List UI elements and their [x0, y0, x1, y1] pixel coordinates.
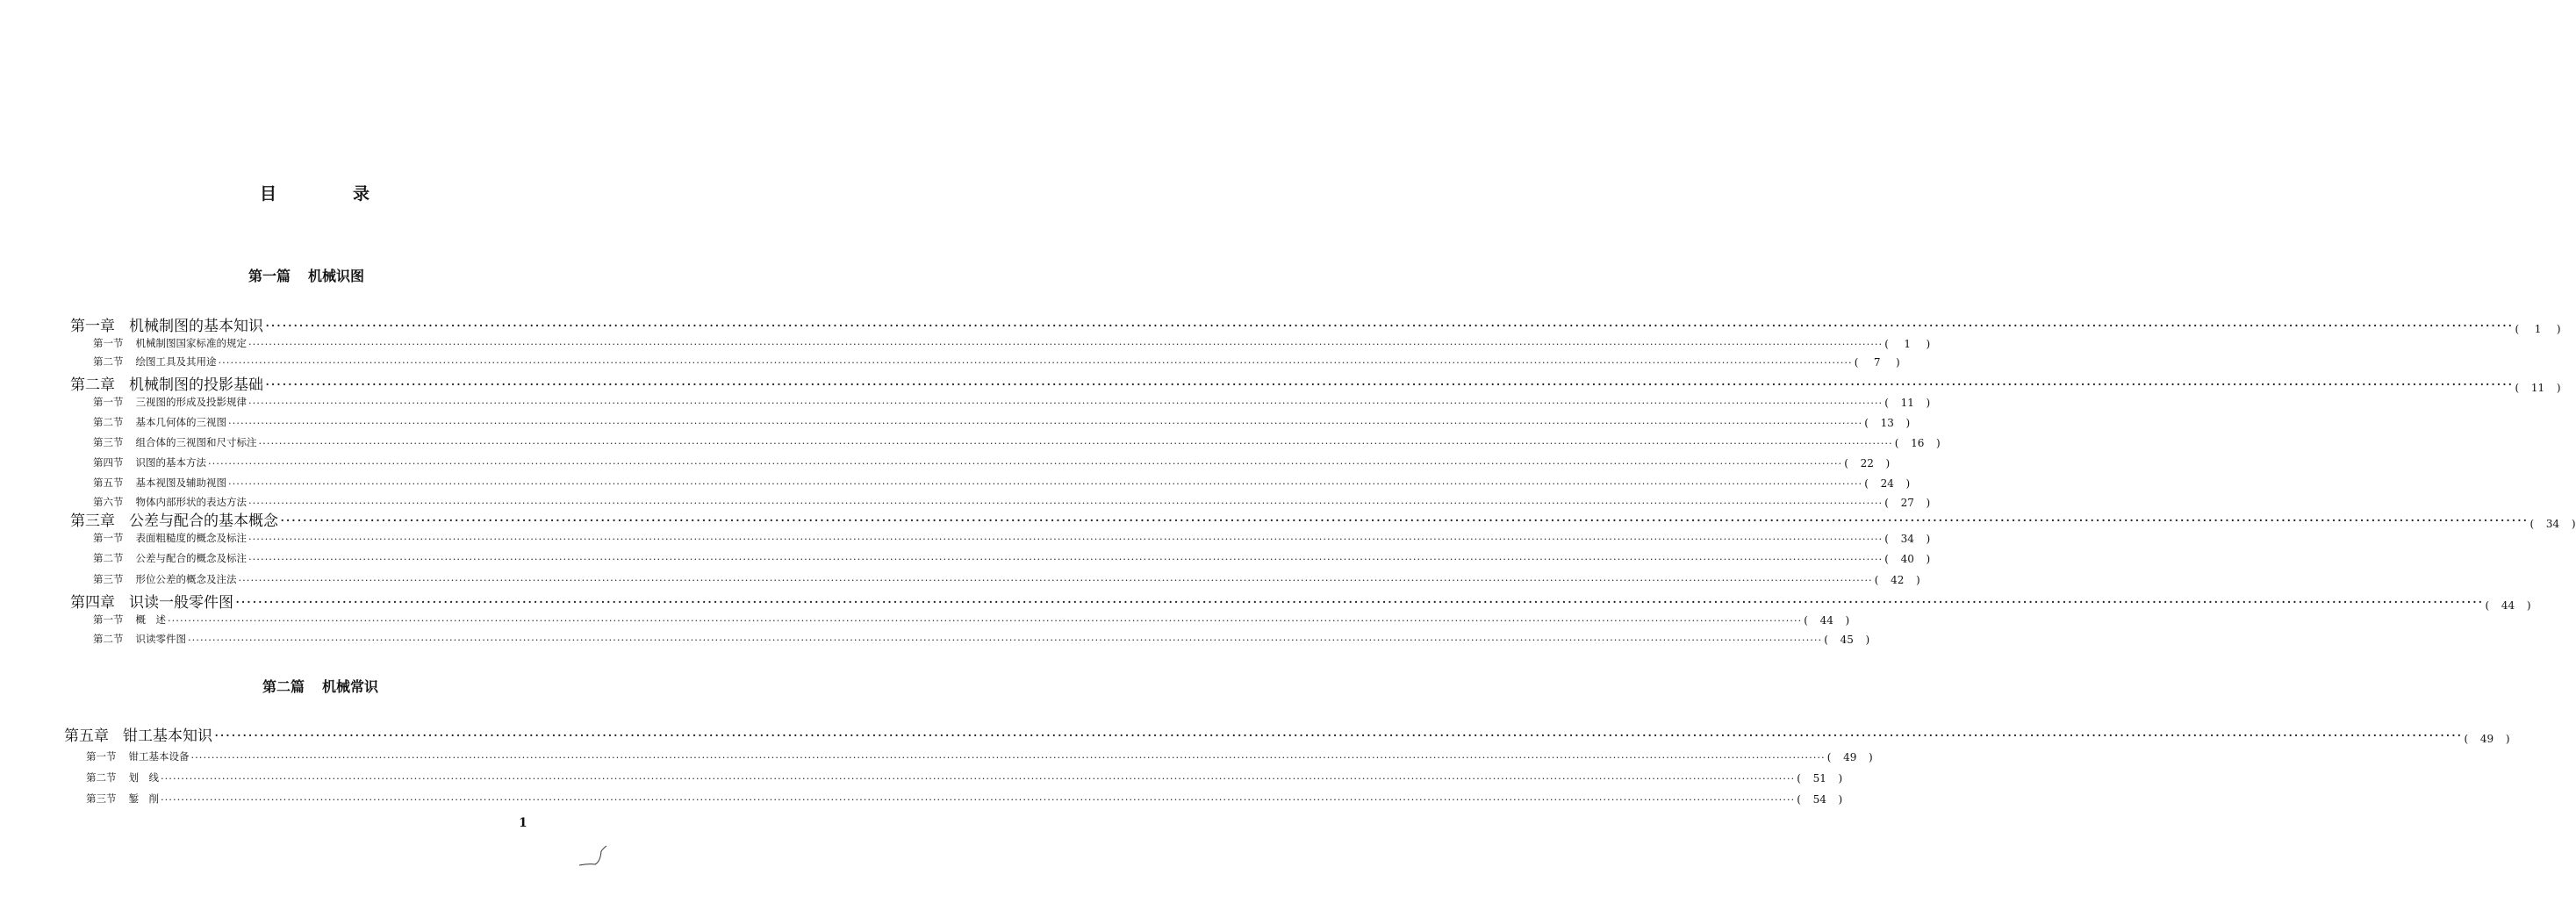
- chapter-page: 34: [2545, 518, 2560, 530]
- section-page: 1: [1904, 338, 1912, 350]
- paren-close: ): [1838, 793, 1843, 806]
- section-title: 公差与配合的概念及标注: [135, 552, 247, 564]
- page-reference: [1844, 457, 1890, 469]
- paren-open: (: [1894, 437, 1899, 449]
- section-title: 形位公差的概念及注法: [135, 573, 237, 585]
- page-number: 1: [519, 816, 527, 830]
- page-reference: [1895, 437, 1941, 449]
- paren-close: ): [1926, 553, 1931, 565]
- page-reference: [2530, 518, 2576, 530]
- part-title: 机械识图: [308, 268, 365, 284]
- page-reference: [1864, 477, 1910, 490]
- paren-close: ): [2571, 518, 2576, 530]
- chapter-page: 11: [2530, 382, 2545, 394]
- section-title: 基本几何体的三视图: [135, 416, 226, 428]
- page-reference: [1884, 533, 1930, 545]
- leader-dots: ················································································································································································································································································································································································································: [188, 634, 1823, 646]
- section-page: 16: [1911, 437, 1925, 449]
- paren-open: (: [1874, 574, 1879, 586]
- section-number: 第四节: [93, 456, 124, 469]
- section-entry: [93, 413, 1911, 429]
- chapter-number: 第三章: [70, 512, 115, 530]
- paren-close: ): [1926, 338, 1931, 350]
- paren-open: (: [1824, 634, 1828, 646]
- section-entry: [93, 529, 1931, 545]
- page-reference: [1884, 397, 1930, 409]
- leader-dots: ················································································································································································································································································································································································································: [248, 533, 1884, 545]
- chapter-title: 钳工基本知识: [123, 727, 212, 745]
- section-page: 24: [1880, 477, 1894, 490]
- part-title: 机械常识: [322, 678, 379, 695]
- paren-close: ): [1916, 574, 1920, 586]
- section-title: 錾 削: [128, 792, 159, 805]
- leader-dots: ················································································································································································································································································································································································································: [248, 397, 1884, 409]
- leader-dots: ················································································································································································································································································································································································································: [280, 512, 2529, 530]
- leader-dots: ················································································································································································································································································································································································································: [190, 751, 1826, 763]
- section-entry: [86, 769, 1843, 785]
- section-title: 识读零件图: [135, 633, 186, 645]
- page-reference: [1864, 417, 1910, 429]
- section-number: 第二节: [86, 771, 117, 784]
- section-entry: [86, 790, 1843, 806]
- page-reference: [2465, 733, 2510, 745]
- paren-close: ): [1865, 634, 1870, 646]
- section-page: 40: [1900, 553, 1914, 565]
- paren-open: (: [1884, 497, 1889, 509]
- leader-dots: ················································································································································································································································································································································································································: [168, 614, 1803, 627]
- paren-close: ): [1936, 437, 1941, 449]
- page-reference: [2515, 382, 2561, 394]
- part-number: 第二篇: [262, 678, 305, 695]
- toc-title-char-1: 目: [260, 184, 277, 204]
- section-number: 第一节: [93, 396, 124, 408]
- chapter-entry: [70, 509, 2576, 530]
- chapter-page: 1: [2534, 323, 2542, 335]
- leader-dots: ················································································································································································································································································································································································································: [161, 772, 1796, 785]
- section-title: 绘图工具及其用途: [135, 355, 217, 368]
- section-number: 第二节: [93, 416, 124, 428]
- section-title: 钳工基本设备: [128, 750, 190, 763]
- chapter-title: 公差与配合的基本概念: [129, 512, 278, 530]
- paren-open: (: [2515, 382, 2520, 394]
- section-entry: [93, 454, 1891, 469]
- section-number: 第二节: [93, 552, 124, 564]
- section-page: 27: [1900, 497, 1914, 509]
- part-heading: [248, 265, 364, 285]
- part-number: 第一篇: [248, 268, 291, 284]
- section-title: 机械制图国家标准的规定: [135, 337, 247, 349]
- section-number: 第二节: [93, 355, 124, 368]
- page-reference: [1797, 793, 1842, 806]
- paren-open: (: [2515, 323, 2520, 335]
- chapter-entry: [70, 591, 2531, 612]
- section-title: 概 述: [135, 613, 166, 626]
- section-number: 第一节: [93, 613, 124, 626]
- section-title: 基本视图及辅助视图: [135, 476, 226, 489]
- section-entry: [93, 549, 1931, 565]
- chapter-entry: [70, 373, 2561, 394]
- paren-open: (: [1864, 477, 1869, 490]
- section-number: 第一节: [93, 337, 124, 349]
- page-reference: [1804, 614, 1849, 627]
- paren-close: ): [1926, 533, 1931, 545]
- section-page: 13: [1880, 417, 1894, 429]
- paren-close: ): [1845, 614, 1850, 627]
- paren-open: (: [2529, 518, 2535, 530]
- paren-open: (: [2464, 733, 2469, 745]
- paren-open: (: [1804, 614, 1808, 627]
- section-entry: [93, 334, 1931, 350]
- section-page: 11: [1900, 397, 1914, 409]
- page-reference: [1855, 356, 1900, 369]
- chapter-entry: [64, 724, 2510, 745]
- paren-close: ): [2526, 599, 2531, 612]
- section-entry: [93, 493, 1931, 509]
- paren-close: ): [1885, 457, 1891, 469]
- section-number: 第三节: [86, 792, 117, 805]
- section-page: 34: [1900, 533, 1914, 545]
- page-reference: [1797, 772, 1842, 785]
- paren-open: (: [1854, 356, 1859, 369]
- page-reference: [2515, 323, 2561, 335]
- paren-close: ): [1896, 356, 1900, 369]
- section-page: 7: [1873, 356, 1881, 369]
- leader-dots: ················································································································································································································································································································································································································: [228, 417, 1863, 429]
- section-page: 44: [1819, 614, 1833, 627]
- section-page: 42: [1891, 574, 1905, 586]
- toc-title-char-2: 录: [353, 184, 370, 204]
- chapter-page: 44: [2501, 599, 2515, 612]
- leader-dots: ················································································································································································································································································································································································································: [208, 457, 1843, 469]
- leader-dots: ················································································································································································································································································································································································································: [258, 437, 1893, 449]
- paren-close: ): [1926, 497, 1931, 509]
- section-entry: [93, 611, 1850, 627]
- page-reference: [2486, 599, 2531, 612]
- section-title: 表面粗糙度的概念及标注: [135, 532, 247, 544]
- paren-close: ): [2505, 733, 2510, 745]
- page-reference: [1884, 338, 1930, 350]
- paren-open: (: [1884, 553, 1889, 565]
- section-page: 45: [1840, 634, 1854, 646]
- section-number: 第二节: [93, 633, 124, 645]
- paren-close: ): [2556, 382, 2561, 394]
- page-reference: [1875, 574, 1920, 586]
- page-reference: [1824, 634, 1869, 646]
- chapter-page: 49: [2479, 733, 2494, 745]
- section-entry: [93, 474, 1911, 490]
- chapter-title: 识读一般零件图: [129, 594, 233, 612]
- paren-open: (: [1844, 457, 1848, 469]
- page-reference: [1884, 497, 1930, 509]
- section-number: 第五节: [93, 476, 124, 489]
- section-entry: [93, 570, 1920, 586]
- leader-dots: ················································································································································································································································································································································································································: [238, 574, 1873, 586]
- leader-dots: ················································································································································································································································································································································································································: [161, 793, 1796, 806]
- paren-open: (: [1884, 338, 1889, 350]
- section-title: 组合体的三视图和尺寸标注: [135, 436, 257, 448]
- paren-open: (: [1826, 751, 1832, 763]
- leader-dots: ················································································································································································································································································································································································································: [214, 727, 2463, 745]
- chapter-number: 第二章: [70, 376, 115, 394]
- chapter-entry: [70, 314, 2561, 335]
- paren-open: (: [1864, 417, 1869, 429]
- pen-mark: [578, 844, 613, 869]
- paren-open: (: [2485, 599, 2490, 612]
- paren-open: (: [1884, 397, 1889, 409]
- chapter-number: 第一章: [70, 318, 115, 335]
- section-title: 三视图的形成及投影规律: [135, 396, 247, 408]
- section-entry: [93, 630, 1870, 646]
- paren-close: ): [1905, 477, 1911, 490]
- paren-close: ): [1869, 751, 1873, 763]
- page-reference: [1884, 553, 1930, 565]
- page-reference: [1827, 751, 1873, 763]
- section-number: 第三节: [93, 573, 124, 585]
- leader-dots: ················································································································································································································································································································································································································: [248, 497, 1884, 509]
- leader-dots: ················································································································································································································································································································································································································: [265, 318, 2514, 335]
- section-number: 第六节: [93, 496, 124, 508]
- section-title: 物体内部形状的表达方法: [135, 496, 247, 508]
- section-entry: [93, 353, 1900, 369]
- leader-dots: ················································································································································································································································································································································································································: [248, 553, 1884, 565]
- section-page: 22: [1860, 457, 1874, 469]
- paren-close: ): [2556, 323, 2561, 335]
- leader-dots: ················································································································································································································································································································································································································: [218, 356, 1853, 369]
- section-entry: [93, 434, 1941, 449]
- section-number: 第三节: [93, 436, 124, 448]
- section-number: 第一节: [86, 750, 117, 763]
- paren-close: ): [1838, 772, 1843, 785]
- chapter-title: 机械制图的投影基础: [129, 376, 263, 394]
- section-page: 51: [1812, 772, 1826, 785]
- section-page: 54: [1812, 793, 1826, 806]
- chapter-number: 第四章: [70, 594, 115, 612]
- leader-dots: ················································································································································································································································································································································································································: [228, 477, 1863, 490]
- paren-close: ): [1905, 417, 1911, 429]
- chapter-title: 机械制图的基本知识: [129, 318, 263, 335]
- paren-open: (: [1884, 533, 1889, 545]
- leader-dots: ················································································································································································································································································································································································································: [235, 594, 2484, 612]
- section-number: 第一节: [93, 532, 124, 544]
- section-title: 识图的基本方法: [135, 456, 206, 469]
- leader-dots: ················································································································································································································································································································································································································: [248, 338, 1884, 350]
- section-entry: [93, 393, 1931, 409]
- section-title: 划 线: [128, 771, 159, 784]
- section-page: 49: [1843, 751, 1857, 763]
- paren-close: ): [1926, 397, 1931, 409]
- section-entry: [86, 748, 1873, 763]
- part-heading: [262, 676, 378, 696]
- leader-dots: ················································································································································································································································································································································································································: [265, 376, 2514, 394]
- paren-open: (: [1797, 772, 1801, 785]
- paren-open: (: [1797, 793, 1801, 806]
- chapter-number: 第五章: [64, 727, 109, 745]
